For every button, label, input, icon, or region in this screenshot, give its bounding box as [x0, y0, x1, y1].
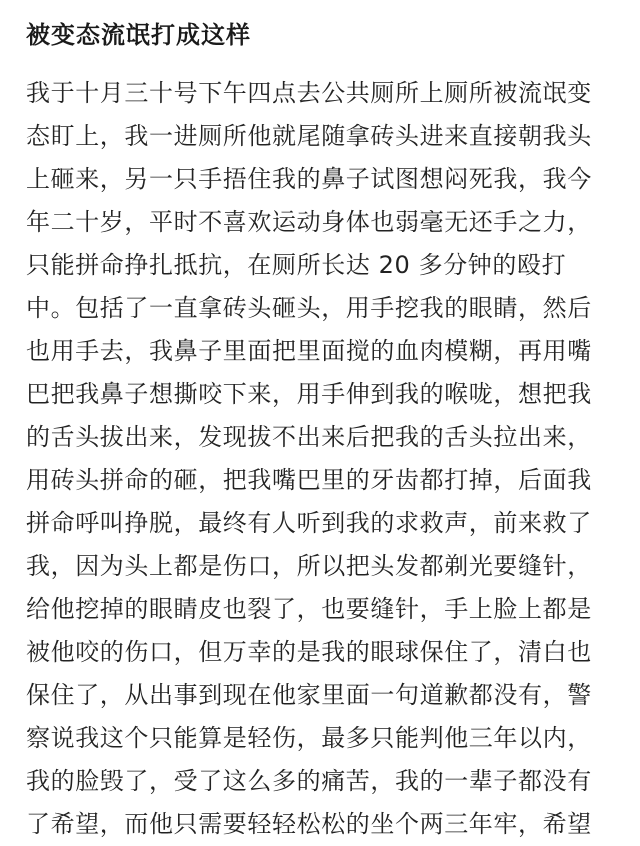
document-title: 被变态流氓打成这样	[26, 21, 251, 49]
body-line: 年二十岁，平时不喜欢运动身体也弱毫无还手之力，	[26, 208, 592, 236]
body-line: 巴把我鼻子想撕咬下来，用手伸到我的喉咙，想把我	[26, 380, 592, 408]
body-line: 只能拼命挣扎抵抗，在厕所长达 20 多分钟的殴打	[26, 251, 567, 279]
document-body	[26, 72, 626, 846]
body-line: 的舌头拔出来，发现拔不出来后把我的舌头拉出来，	[26, 423, 592, 451]
body-line: 拼命呼叫挣脱，最终有人听到我的求救声，前来救了	[26, 509, 592, 537]
body-line: 我于十月三十号下午四点去公共厕所上厕所被流氓变	[26, 79, 592, 107]
body-line: 用砖头拼命的砸，把我嘴巴里的牙齿都打掉，后面我	[26, 466, 592, 494]
body-line: 察说我这个只能算是轻伤，最多只能判他三年以内，	[26, 724, 592, 752]
body-line: 保住了，从出事到现在他家里面一句道歉都没有，警	[26, 681, 592, 709]
body-line: 上砸来，另一只手捂住我的鼻子试图想闷死我，我今	[26, 165, 592, 193]
body-line: 态盯上，我一进厕所他就尾随拿砖头进来直接朝我头	[26, 122, 592, 150]
body-line: 也用手去，我鼻子里面把里面搅的血肉模糊，再用嘴	[26, 337, 592, 365]
body-line: 中。包括了一直拿砖头砸头，用手挖我的眼睛，然后	[26, 294, 592, 322]
body-line: 给他挖掉的眼睛皮也裂了，也要缝针，手上脸上都是	[26, 595, 592, 623]
body-line: 了希望，而他只需要轻轻松松的坐个两三年牢，希望	[26, 810, 592, 838]
body-line: 我，因为头上都是伤口，所以把头发都剃光要缝针，	[26, 552, 592, 580]
body-line: 被他咬的伤口，但万幸的是我的眼球保住了，清白也	[26, 638, 592, 666]
body-line: 我的脸毁了，受了这么多的痛苦，我的一辈子都没有	[26, 767, 592, 795]
